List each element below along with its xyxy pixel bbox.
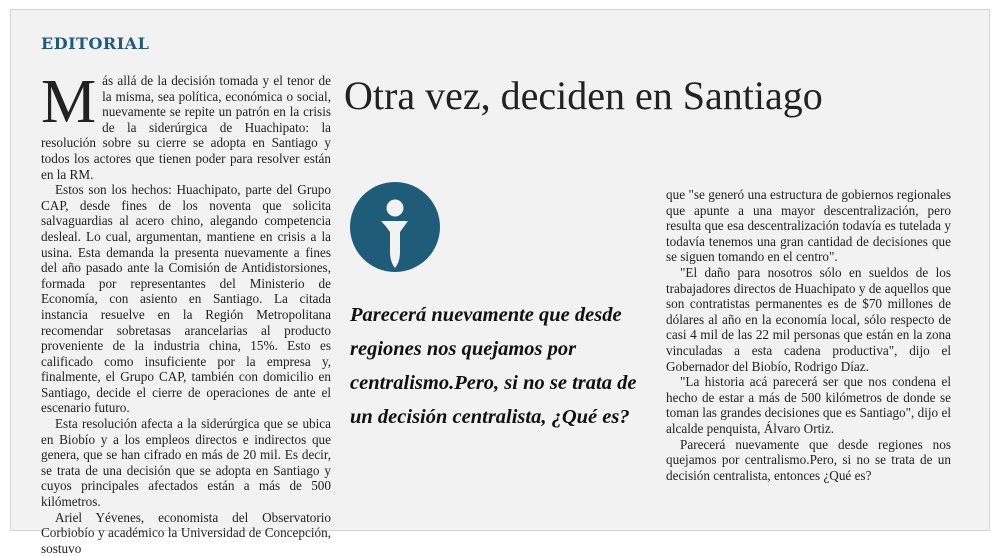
paragraph-3: Esta resolución afecta a la siderúrgica que se ubica en Biobío y a los empleos directos e indirectos que genera, que se han cifrado en más de 20 mil. Es decir, se trata de una decisión que se adopta en Santiago y cuyos principales afectados están a más de 500 kilómetros. xyxy=(41,416,331,510)
paragraph-6: "El daño para nosotros sólo en sueldos de los trabajadores directos de Huachipato y de aquellos que son contratistas permanentes es de $70 millones de dólares al año en la economía local, sólo respecto de casi 4 mil de las 22 mil personas que están en la zona vinculadas a esta cadena productiva", dijo el Gobernador del Biobío, Rodrigo Díaz. xyxy=(666,264,951,374)
info-i-icon xyxy=(350,182,440,272)
pull-quote: Parecerá nuevamente que desde regiones nos quejamos por centralismo.Pero, si no se trata de un decisión centralista, ¿Qué es? xyxy=(350,304,637,428)
paragraph-7: "La historia acá parecerá ser que nos condena el hecho de estar a más de 500 kilómetros de donde se toman las grandes decisiones que es Santiago", dijo el alcalde penquista, Álvaro Ortiz. xyxy=(666,374,951,436)
right-column xyxy=(666,187,951,483)
section-label: EDITORIAL xyxy=(41,34,150,53)
editorial-page xyxy=(10,9,990,556)
paragraph-4: Ariel Yévenes, economista del Observatorio Corbiobío y académico la Universidad de Concepción, sostuvo xyxy=(41,509,331,556)
paragraph-1-text: ás allá de la decisión tomada y el tenor de la misma, sea política, económica o social, nuevamente se repite un patrón en la crisis de la siderúrgica de Huachipato: la resolución sobre su cierre se adopta en Santiago y todos los actores que tienen poder para resolver están en la RM. xyxy=(41,73,331,182)
left-column xyxy=(41,68,331,556)
paragraph-1 xyxy=(41,68,331,182)
paragraph-8: Parecerá nuevamente que desde regiones nos quejamos por centralismo.Pero, si no se trata de un decisión centralista, entonces ¿Qué es? xyxy=(666,436,951,483)
drop-cap: M xyxy=(41,68,97,136)
paragraph-2: Estos son los hechos: Huachipato, parte del Grupo CAP, desde fines de los noventa que solicita salvaguardias al acero chino, alegando competencia desleal. Lo cual, argumentan, mantiene en crisis a la usina. Esta demanda la presenta nuevamente a fines del año pasado ante la Comisión de Antidistorsiones, formada por representantes del Ministerio de Economía, con asiento en Santiago. La citada instancia resuelve en la Región Metropolitana recomendar sobretasas arancelarias al producto proveniente de la industria china, 15%. Esto es calificado como insuficiente por la empresa y, finalmente, el Grupo CAP, también con domicilio en Santiago, decide el cierre de operaciones de ante el escenario futuro. xyxy=(41,182,331,416)
paragraph-5: que "se generó una estructura de gobiernos regionales que apunte a una mayor descentralización, pero resulta que esa descentralización todavía es tutelada y todavía tenemos una gran cantidad de decisiones que se siguen tomando en el centro". xyxy=(666,187,951,265)
headline: Otra vez, deciden en Santiago xyxy=(344,73,823,118)
